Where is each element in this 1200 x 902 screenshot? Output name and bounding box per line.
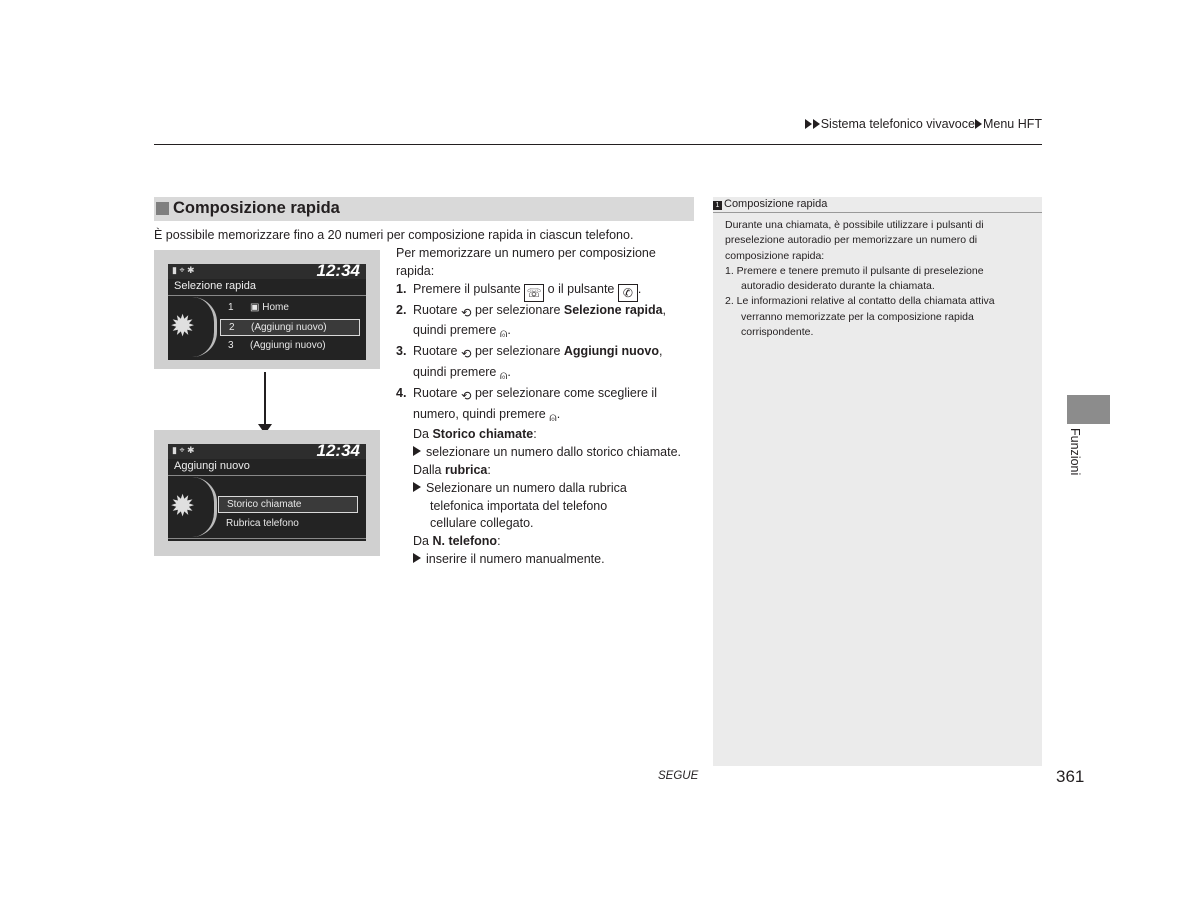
- sidebar-note: [713, 197, 1042, 766]
- display-screen-1: [168, 264, 366, 360]
- signal-bluetooth-icon: ▮ ⌖ ✱: [172, 265, 195, 275]
- press-knob-icon: ⍝: [499, 367, 508, 382]
- screen-image-1: [154, 250, 380, 369]
- option-numero: Da N. telefono:: [413, 534, 501, 549]
- breadcrumb-part-1: Sistema telefonico vivavoce: [820, 117, 975, 131]
- screen-image-2: [154, 430, 380, 556]
- sidebar-paragraph: Durante una chiamata, è possibile utilizzare i pulsanti di preselezione autoradio per memorizzare un numero di composizione rapida:: [725, 219, 984, 262]
- arrow-right-icon: [805, 119, 812, 129]
- press-knob-icon: ⍝: [549, 409, 557, 424]
- list-item-selected[interactable]: 2 (Aggiungi nuovo): [220, 319, 360, 336]
- step-2: 2. Ruotare ⟲ per selezionare Selezione rapida, quindi premere ⍝.: [396, 302, 696, 344]
- arrow-right-icon: [975, 119, 982, 129]
- option-storico: Da Storico chiamate:: [413, 427, 537, 442]
- list-item[interactable]: 3 (Aggiungi nuovo): [228, 340, 326, 351]
- option-numero-detail: inserire il numero manualmente.: [396, 551, 696, 569]
- step-4: 4. Ruotare ⟲ per selezionare come scegliere il numero, quindi premere ⍝.: [396, 385, 696, 427]
- screen-title: Aggiungi nuovo: [174, 460, 250, 472]
- sidebar-item: 2. Le informazioni relative al contatto della chiamata attiva verranno memorizzate per la composizione rapida corrispondente.: [725, 295, 995, 339]
- divider: [168, 538, 366, 539]
- clock: 12:34: [316, 444, 360, 460]
- sidebar-body: [725, 218, 1030, 340]
- section-intro: È possibile memorizzare fino a 20 numeri per composizione rapida in ciascun telefono.: [154, 228, 634, 242]
- page-number: 361: [1056, 767, 1085, 786]
- divider: [168, 295, 366, 296]
- pickup-button-icon: ✆: [618, 284, 638, 302]
- breadcrumb: [805, 117, 1042, 131]
- option-storico-detail: selezionare un numero dallo storico chiamate.: [396, 444, 696, 462]
- clock: 12:34: [316, 264, 360, 280]
- gear-icon: ✹: [170, 310, 196, 343]
- bullet-arrow-icon: [413, 482, 421, 492]
- steps-lead: Per memorizzare un numero per composizione rapida:: [396, 246, 656, 278]
- knob-arc: [192, 297, 217, 357]
- step-1: 1. Premere il pulsante ☏ o il pulsante ✆ .: [396, 281, 642, 300]
- reference-icon: 1: [713, 201, 722, 210]
- gear-icon: ✹: [170, 490, 196, 523]
- sidebar-item: 1. Premere e tenere premuto il pulsante di preselezione autoradio desiderato durante la chiamata.: [725, 264, 984, 293]
- knob-arc: [192, 477, 217, 537]
- chapter-tab: [1067, 395, 1110, 424]
- option-rubrica-detail: Selezionare un numero dalla rubrica telefonica importata del telefono cellulare collegato.: [396, 480, 650, 533]
- press-knob-icon: ⍝: [499, 326, 508, 341]
- list-item[interactable]: 1 ▣ Home: [228, 302, 289, 313]
- instructions: [396, 245, 696, 569]
- step-3: 3. Ruotare ⟲ per selezionare Aggiungi nuovo, quindi premere ⍝.: [396, 343, 696, 385]
- chapter-label: Funzioni: [1068, 428, 1082, 476]
- breadcrumb-part-2: Menu HFT: [982, 117, 1042, 131]
- list-item[interactable]: Rubrica telefono: [226, 518, 299, 529]
- screen-title: Selezione rapida: [174, 280, 256, 292]
- continued-label: SEGUE: [658, 770, 699, 782]
- arrow-down-icon: [264, 372, 266, 430]
- sidebar-heading: 1 Composizione rapida: [713, 197, 1042, 213]
- rotate-knob-icon: ⟲: [460, 388, 472, 403]
- arrow-right-icon: [813, 119, 820, 129]
- option-rubrica: Dalla rubrica:: [413, 462, 491, 477]
- display-screen-2: [168, 444, 366, 541]
- section-title: Composizione rapida: [173, 199, 340, 217]
- divider: [168, 475, 366, 476]
- list-item-selected[interactable]: Storico chiamate: [218, 496, 358, 513]
- rotate-knob-icon: ⟲: [460, 305, 472, 320]
- bullet-arrow-icon: [413, 446, 421, 456]
- home-icon: ▣: [250, 302, 263, 313]
- phone-button-icon: ☏: [524, 284, 544, 302]
- bullet-arrow-icon: [413, 553, 421, 563]
- section-square-icon: [156, 202, 169, 215]
- signal-bluetooth-icon: ▮ ⌖ ✱: [172, 445, 195, 455]
- rotate-knob-icon: ⟲: [460, 347, 472, 362]
- section-header: [154, 197, 694, 221]
- header-divider: [154, 144, 1042, 145]
